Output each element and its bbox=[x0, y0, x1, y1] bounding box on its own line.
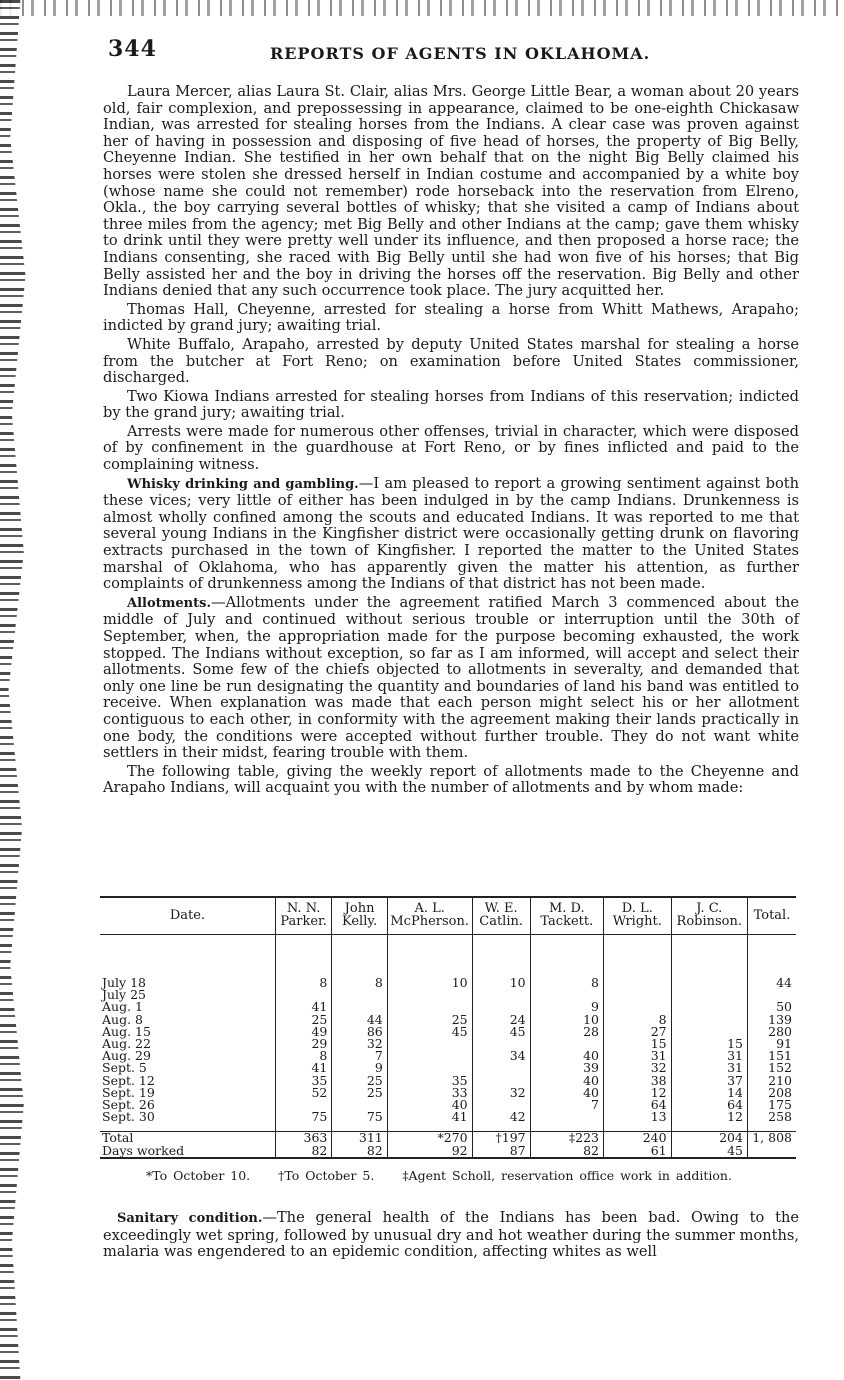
table-cell: 40 bbox=[530, 1050, 603, 1062]
totals-row bbox=[100, 1132, 796, 1145]
table-cell: 41 bbox=[275, 1062, 331, 1074]
table-cell bbox=[387, 989, 472, 1001]
table-cell: 35 bbox=[387, 1075, 472, 1087]
table-row bbox=[100, 1050, 796, 1062]
table-cell: 61 bbox=[604, 1145, 672, 1158]
paragraph-text: —Allotments under the agreement ratified March 3 commenced about the middle of July and continued without serious trouble or interruption until the 30th of September, when, the appropriation made for the purpose becoming exhausted, the work stopped. The Indians without exception, so far as I am informed, will accept and select their allotments. Some few of the chiefs objected to allotments in severalty, and demanded that only one line be run designating the quantity and boundaries of land his band was entitled to receive. When explanation was made that each person might select his or her allotment contiguous to each other, in conformity with the agreement making their lands practically in one body, the conditions were accepted without further trouble. They do not want white settlers in their midst, fearing trouble with them. bbox=[103, 593, 799, 762]
table-cell: 41 bbox=[275, 1001, 331, 1013]
table-cell: 208 bbox=[747, 1087, 796, 1099]
table-header-row bbox=[100, 897, 796, 935]
table-cell bbox=[604, 977, 672, 989]
table-cell: 35 bbox=[275, 1075, 331, 1087]
table-row bbox=[100, 1111, 796, 1123]
footnote: †To October 5. bbox=[278, 1168, 375, 1183]
row-label: Sept. 30 bbox=[102, 1109, 155, 1125]
table-cell: 210 bbox=[747, 1075, 796, 1087]
table-row bbox=[100, 1075, 796, 1087]
column-header: D. L. Wright. bbox=[604, 897, 672, 935]
table-cell: *270 bbox=[387, 1132, 472, 1145]
table-cell bbox=[387, 1050, 472, 1062]
paragraph-text: —I am pleased to report a growing sentiment against both these vices; very little of either has been indulged in by the camp Indians. Drunkenness is almost wholly confined among the scouts and educated Indians. It was reported to me that several young Indians in the Kingfisher district were occasionally getting drunk on flavoring extracts purchased in the town of Kingfisher. I reported the matter to the United States marshal of Oklahoma, who has apparently given the matter his attention, as further complaints of drunkenness among the Indians of that district has not been made. bbox=[103, 474, 799, 593]
table-cell bbox=[671, 977, 747, 989]
table-cell: 240 bbox=[604, 1132, 672, 1145]
table-cell: ‡223 bbox=[530, 1132, 603, 1145]
table-cell: 27 bbox=[604, 1026, 672, 1038]
row-label: Aug. 1 bbox=[102, 999, 143, 1015]
table-row bbox=[100, 1087, 796, 1099]
row-label: Sept. 12 bbox=[102, 1072, 155, 1088]
table-cell: 204 bbox=[671, 1132, 747, 1145]
row-label: July 25 bbox=[102, 987, 147, 1003]
table-cell: 139 bbox=[747, 1014, 796, 1026]
table-cell: 52 bbox=[275, 1087, 331, 1099]
table-cell: 75 bbox=[275, 1111, 331, 1123]
table-cell: 40 bbox=[530, 1087, 603, 1099]
allotments-table bbox=[100, 896, 796, 1159]
table-cell: 44 bbox=[747, 977, 796, 989]
table-cell: 32 bbox=[604, 1062, 672, 1074]
column-header: M. D. Tackett. bbox=[530, 897, 603, 935]
row-label: Sept. 26 bbox=[102, 1097, 155, 1113]
table-cell: 82 bbox=[332, 1145, 387, 1158]
row-label: Sept. 19 bbox=[102, 1084, 155, 1100]
table-cell: 91 bbox=[747, 1038, 796, 1050]
table-cell: 31 bbox=[671, 1062, 747, 1074]
column-header: W. E. Catlin. bbox=[472, 897, 530, 935]
table-cell: 31 bbox=[604, 1050, 672, 1062]
table-cell: 28 bbox=[530, 1026, 603, 1038]
table-cell: 45 bbox=[671, 1145, 747, 1158]
table-cell bbox=[387, 1038, 472, 1050]
table-cell: 37 bbox=[671, 1075, 747, 1087]
section-heading: Allotments. bbox=[127, 595, 211, 611]
table-cell: 363 bbox=[275, 1132, 331, 1145]
table-cell: 280 bbox=[747, 1026, 796, 1038]
footnotes bbox=[146, 1168, 786, 1183]
row-label: Aug. 8 bbox=[102, 1011, 143, 1027]
table-cell: 42 bbox=[472, 1111, 530, 1123]
table-cell: 1, 808 bbox=[747, 1132, 796, 1145]
paragraph-text: Arrests were made for numerous other offenses, trivial in character, which were disposed of by confinement in the guardhouse at Fort Reno, or by fines inflicted and paid to the complaining witness. bbox=[103, 422, 799, 474]
table-cell bbox=[332, 989, 387, 1001]
table-cell: 40 bbox=[387, 1099, 472, 1111]
table-cell: 45 bbox=[387, 1026, 472, 1038]
table-cell: 45 bbox=[472, 1026, 530, 1038]
row-label: Aug. 29 bbox=[102, 1048, 151, 1064]
table-cell: 64 bbox=[604, 1099, 672, 1111]
paragraph bbox=[103, 84, 799, 300]
table-cell: 87 bbox=[472, 1145, 530, 1158]
column-header: A. L. McPherson. bbox=[387, 897, 472, 935]
row-label: Total bbox=[100, 1132, 275, 1145]
paragraph-text: White Buffalo, Arapaho, arrested by deputy United States marshal for stealing a horse from the butcher at Fort Reno; on examination before United States commissioner, discharged. bbox=[103, 335, 799, 387]
table-cell: 152 bbox=[747, 1062, 796, 1074]
table-cell: 10 bbox=[530, 1014, 603, 1026]
table-cell: 10 bbox=[387, 977, 472, 989]
table-cell: 8 bbox=[275, 1050, 331, 1062]
row-label: July 18 bbox=[102, 975, 147, 990]
paragraph-text: The following table, giving the weekly report of allotments made to the Cheyenne and Arapaho Indians, will acquaint you with the number of allotments and by whom made: bbox=[103, 762, 799, 797]
paragraph-text: Two Kiowa Indians arrested for stealing horses from Indians of this reservation; indicted by the grand jury; awaiting trial. bbox=[103, 387, 799, 422]
table-cell: 25 bbox=[387, 1014, 472, 1026]
page-number: 344 bbox=[108, 36, 157, 62]
table-cell bbox=[472, 989, 530, 1001]
table-cell: 31 bbox=[671, 1050, 747, 1062]
table-cell: 34 bbox=[472, 1050, 530, 1062]
page-header bbox=[108, 34, 798, 74]
table-cell: 7 bbox=[530, 1099, 603, 1111]
table-cell: 14 bbox=[671, 1087, 747, 1099]
table-row bbox=[100, 1099, 796, 1111]
table-cell: 41 bbox=[387, 1111, 472, 1123]
paragraph bbox=[103, 302, 799, 335]
table-cell: 32 bbox=[332, 1038, 387, 1050]
table-cell: 44 bbox=[332, 1014, 387, 1026]
running-head: REPORTS OF AGENTS IN OKLAHOMA. bbox=[270, 44, 651, 63]
column-header: John Kelly. bbox=[332, 897, 387, 935]
column-header: Total. bbox=[747, 897, 796, 935]
table-cell: 33 bbox=[387, 1087, 472, 1099]
table-cell: 29 bbox=[275, 1038, 331, 1050]
table-cell: 311 bbox=[332, 1132, 387, 1145]
table-cell: 13 bbox=[604, 1111, 672, 1123]
table-cell: 12 bbox=[604, 1087, 672, 1099]
table-cell: 258 bbox=[747, 1111, 796, 1123]
paragraph bbox=[103, 595, 799, 762]
table-cell: 15 bbox=[671, 1038, 747, 1050]
table-cell: 12 bbox=[671, 1111, 747, 1123]
table-cell: 38 bbox=[604, 1075, 672, 1087]
table-cell: 151 bbox=[747, 1050, 796, 1062]
table-cell: 9 bbox=[332, 1062, 387, 1074]
paragraph bbox=[103, 389, 799, 422]
row-label: Days worked bbox=[100, 1145, 275, 1158]
table-cell bbox=[671, 1014, 747, 1026]
table-cell: 82 bbox=[530, 1145, 603, 1158]
body-text bbox=[103, 84, 799, 799]
table-cell: 40 bbox=[530, 1075, 603, 1087]
paragraph-text: —The general health of the Indians has been bad. Owing to the exceedingly wet spring, followed by unusual dry and hot weather during the summer months, malaria was engendered to an epidemic condition, affecting whites as well bbox=[103, 1209, 799, 1261]
table-cell: 10 bbox=[472, 977, 530, 989]
table-cell bbox=[747, 1145, 796, 1158]
table-cell: 25 bbox=[332, 1075, 387, 1087]
table-cell bbox=[671, 1001, 747, 1013]
table-cell: 86 bbox=[332, 1026, 387, 1038]
row-label: Aug. 15 bbox=[102, 1023, 151, 1039]
row-label: Aug. 22 bbox=[102, 1036, 151, 1052]
table-row bbox=[100, 1001, 796, 1013]
table-cell: 24 bbox=[472, 1014, 530, 1026]
table-cell: 175 bbox=[747, 1099, 796, 1111]
table-row bbox=[100, 977, 796, 989]
scan-edge-left bbox=[0, 0, 34, 1380]
table-row bbox=[100, 1026, 796, 1038]
table-body bbox=[100, 935, 796, 1158]
column-header: Date. bbox=[100, 897, 275, 935]
row-label: Sept. 5 bbox=[102, 1060, 147, 1076]
allotments-table-wrap bbox=[100, 896, 796, 1159]
section-heading: Whisky drinking and gambling. bbox=[127, 476, 359, 492]
table-spacer bbox=[100, 935, 796, 978]
table-cell: 64 bbox=[671, 1099, 747, 1111]
table-cell: 15 bbox=[604, 1038, 672, 1050]
paragraph bbox=[103, 476, 799, 593]
paragraph bbox=[103, 337, 799, 387]
column-header: N. N. Parker. bbox=[275, 897, 331, 935]
scan-edge-top bbox=[0, 0, 844, 16]
table-cell: 39 bbox=[530, 1062, 603, 1074]
table-cell: †197 bbox=[472, 1132, 530, 1145]
footnote: ‡Agent Scholl, reservation office work in addition. bbox=[402, 1168, 732, 1183]
paragraph bbox=[103, 764, 799, 797]
column-header: J. C. Robinson. bbox=[671, 897, 747, 935]
table-row bbox=[100, 989, 796, 1001]
table-cell: 8 bbox=[530, 977, 603, 989]
table-row bbox=[100, 1014, 796, 1026]
table-cell: 82 bbox=[275, 1145, 331, 1158]
table-cell bbox=[530, 1111, 603, 1123]
table-cell: 25 bbox=[275, 1014, 331, 1026]
table-row bbox=[100, 1038, 796, 1050]
table-cell: 7 bbox=[332, 1050, 387, 1062]
paragraph-text: Thomas Hall, Cheyenne, arrested for stealing a horse from Whitt Mathews, Arapaho; indicted by grand jury; awaiting trial. bbox=[103, 300, 799, 335]
table-row bbox=[100, 1062, 796, 1074]
table-cell: 32 bbox=[472, 1087, 530, 1099]
table-cell: 25 bbox=[332, 1087, 387, 1099]
days-worked-row bbox=[100, 1145, 796, 1158]
section-heading: Sanitary condition. bbox=[117, 1211, 263, 1226]
paragraph-text: Laura Mercer, alias Laura St. Clair, alias Mrs. George Little Bear, a woman about 20 years old, fair complexion, and prepossessing in appearance, claimed to be one-eighth Chickasaw Indian, was arrested for stealing horses from the Indians. A clear case was proven against her of having in possession and disposing of five head of horses, the property of Big Belly, Cheyenne Indian. She testified in her own behalf that on the night Big Belly claimed his horses were stolen she dressed herself in Indian costume and accompanied by a white boy (whose name she could not remember) rode horseback into the reservation from Elreno, Okla., the boy carrying several bottles of whisky; that she visited a camp of Indians about three miles from the agency; met Big Belly and other Indians at the camp; gave them whisky to drink until they were pretty well under its influence, and then proposed a horse race; the Indians consenting, she raced with Big Belly until she had won five of his horses; that Big Belly assisted her and the boy in driving the horses off the reservation. Big Belly and other Indians denied that any such occurrence took place. The jury acquitted her. bbox=[103, 83, 799, 300]
table-cell bbox=[604, 989, 672, 1001]
table-cell: 50 bbox=[747, 1001, 796, 1013]
table-cell: 9 bbox=[530, 1001, 603, 1013]
table-cell: 49 bbox=[275, 1026, 331, 1038]
paragraph bbox=[103, 1210, 799, 1261]
table-cell: 8 bbox=[332, 977, 387, 989]
sanitary-section bbox=[103, 1210, 799, 1261]
table-cell: 8 bbox=[604, 1014, 672, 1026]
table-cell: 92 bbox=[387, 1145, 472, 1158]
table-cell bbox=[472, 1062, 530, 1074]
table-cell: 8 bbox=[275, 977, 331, 989]
table-cell bbox=[671, 989, 747, 1001]
paragraph bbox=[103, 424, 799, 474]
table-cell: 75 bbox=[332, 1111, 387, 1123]
footnote: *To October 10. bbox=[146, 1168, 251, 1183]
